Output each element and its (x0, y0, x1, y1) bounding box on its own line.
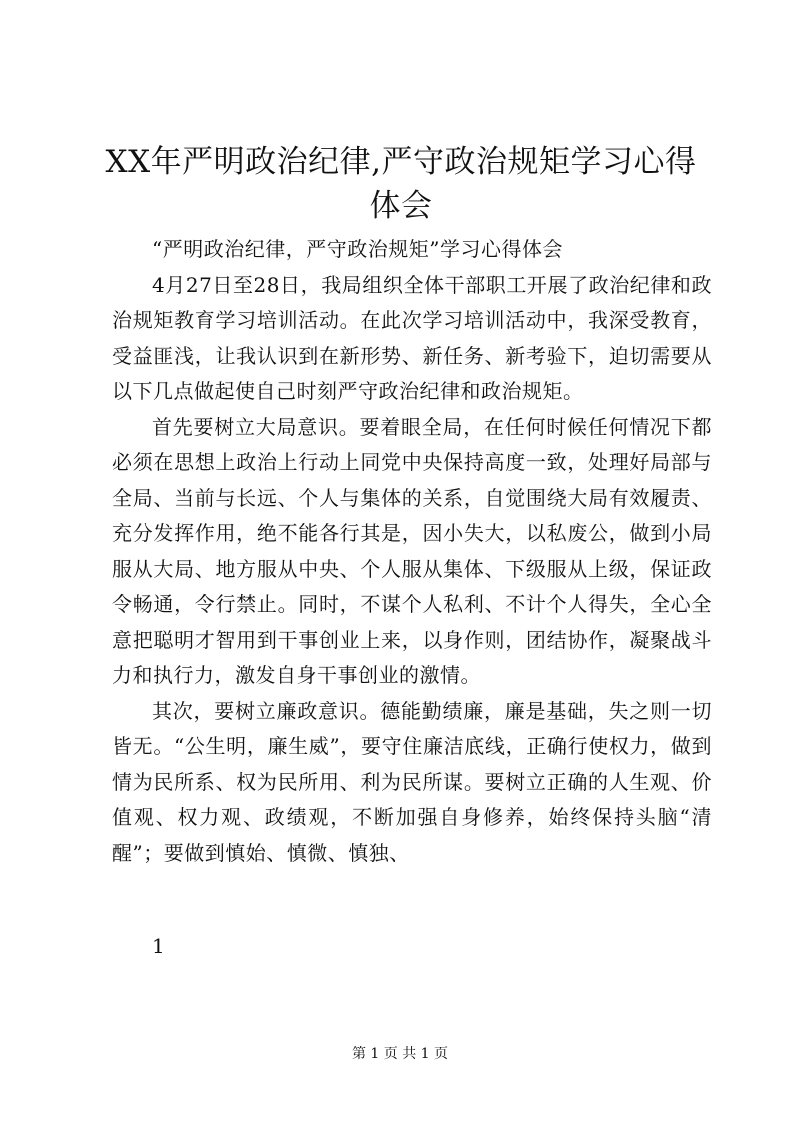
inline-page-number: 1 (152, 934, 165, 958)
document-title: XX年严明政治纪律,严守政治规矩学习心得体会 (105, 144, 697, 224)
page-footer: 第 1 页 共 1 页 (351, 1046, 449, 1062)
document-body (112, 232, 712, 871)
intro-paragraph: 4月27日至28日，我局组织全体干部职工开展了政治纪律和政治规矩教育学习培训活动。在此次学习培训活动中，我深受教育，受益匪浅，让我认识到在新形势、新任务、新考验下，迫切需要从以下几点做起使自己时刻严守政治纪律和政治规矩。 (112, 272, 712, 403)
integrity-awareness-paragraph: 其次，要树立廉政意识。德能勤绩廉，廉是基础，失之则一切皆无。“公生明，廉生威”，要守住廉洁底线，正确行使权力，做到情为民所系、权为民所用、利为民所谋。要树立正确的人生观、价值观、权力观、政绩观，不断加强自身修养，始终保持头脑“清醒”；要做到慎始、慎微、慎独、 (112, 698, 712, 865)
subtitle-paragraph: “严明政治纪律，严守政治规矩”学习心得体会 (152, 237, 563, 261)
overall-awareness-paragraph: 首先要树立大局意识。要着眼全局，在任何时候任何情况下都必须在思想上政治上行动上同党中央保持高度一致，处理好局部与全局、当前与长远、个人与集体的关系，自觉围绕大局有效履责、充分发挥作用，绝不能各行其是，因小失大，以私废公，做到小局服从大局、地方服从中央、个人服从集体、下级服从上级，保证政令畅通，令行禁止。同时，不谋个人私利、不计个人得失，全心全意把聪明才智用到干事创业上来，以身作则，团结协作，凝聚战斗力和执行力，激发自身干事创业的激情。 (112, 414, 712, 687)
